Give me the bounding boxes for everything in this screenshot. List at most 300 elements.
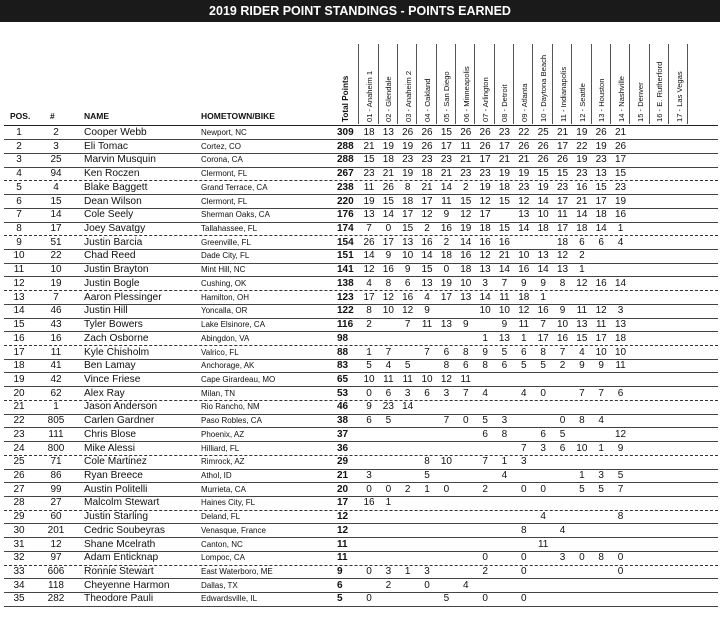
- round-points-cell: [514, 510, 534, 524]
- round-points-cell: 4: [482, 387, 488, 399]
- round-points-cell: 14: [498, 264, 510, 276]
- round-points-cell: 5: [404, 360, 411, 372]
- round-points-cell: [649, 291, 669, 305]
- total-points-cell: 176: [337, 209, 354, 221]
- round-points-cell: [630, 565, 650, 579]
- round-points-cell: [494, 483, 514, 497]
- hometown-cell: Cortez, CO: [201, 141, 242, 151]
- round-points-cell: 14: [576, 209, 588, 221]
- round-points-cell: 6: [617, 387, 624, 399]
- round-points-cell: 11: [363, 181, 375, 193]
- round-points-cell: [398, 524, 418, 538]
- number-cell: 94: [50, 168, 62, 180]
- round-points-cell: 0: [559, 415, 566, 427]
- round-points-cell: [514, 373, 534, 387]
- round-points-cell: [669, 153, 689, 167]
- round-points-cell: 13: [537, 250, 549, 262]
- round-points-cell: [417, 496, 437, 510]
- round-points-cell: [572, 538, 592, 552]
- round-points-cell: 23: [402, 154, 414, 166]
- round-points-cell: 7: [366, 223, 372, 235]
- round-points-cell: [398, 510, 418, 524]
- table-row: [0, 236, 720, 250]
- round-points-cell: 8: [424, 456, 430, 468]
- round-points-cell: 0: [462, 415, 469, 427]
- round-points-cell: [456, 428, 476, 442]
- column-divider: [571, 44, 572, 124]
- hometown-cell: Corona, CA: [201, 155, 243, 165]
- number-cell: 16: [50, 332, 62, 344]
- round-points-cell: [630, 538, 650, 552]
- round-points-cell: [533, 455, 553, 469]
- round-points-cell: [572, 291, 592, 305]
- round-points-cell: [649, 277, 669, 291]
- round-points-cell: [649, 455, 669, 469]
- round-points-cell: [417, 592, 437, 606]
- position-cell: 34: [13, 579, 25, 591]
- round-points-cell: 22: [518, 127, 530, 138]
- position-cell: 29: [13, 511, 25, 523]
- round-points-cell: 4: [598, 415, 604, 427]
- round-points-cell: [630, 442, 650, 456]
- round-points-cell: 26: [460, 127, 472, 138]
- round-points-cell: 0: [521, 552, 527, 564]
- round-points-cell: 14: [402, 401, 414, 413]
- round-points-cell: [669, 359, 689, 373]
- round-points-cell: [630, 400, 650, 414]
- round-points-cell: [398, 551, 418, 565]
- round-points-cell: 2: [462, 181, 469, 193]
- round-points-cell: [494, 510, 514, 524]
- round-points-cell: [417, 359, 437, 373]
- round-points-cell: [378, 538, 398, 552]
- number-cell: 17: [50, 223, 62, 235]
- round-points-cell: 7: [443, 415, 450, 427]
- total-points-cell: 12: [337, 511, 349, 523]
- hometown-cell: Edwardsville, IL: [201, 594, 258, 604]
- round-points-cell: [669, 263, 689, 277]
- round-points-cell: [611, 579, 631, 593]
- round-points-cell: [649, 140, 669, 154]
- round-points-cell: 1: [366, 346, 372, 358]
- round-points-cell: [630, 291, 650, 305]
- position-cell: 25: [13, 456, 25, 468]
- round-points-cell: [572, 400, 592, 414]
- round-points-cell: 17: [440, 291, 452, 303]
- round-points-cell: 17: [498, 140, 510, 152]
- rider-name: Mike Alessi: [84, 442, 135, 454]
- total-points-cell: 37: [337, 428, 349, 440]
- round-points-cell: [630, 249, 650, 263]
- table-row: [0, 524, 720, 538]
- total-points-cell: 267: [337, 168, 354, 180]
- round-points-cell: [649, 208, 669, 222]
- round-points-cell: 18: [402, 195, 414, 207]
- round-points-cell: 7: [385, 346, 392, 358]
- round-points-cell: 18: [518, 291, 530, 303]
- hometown-cell: Mint Hill, NC: [201, 265, 246, 275]
- round-points-cell: 4: [501, 470, 508, 481]
- total-points-cell: 83: [337, 360, 349, 372]
- round-points-cell: 18: [363, 127, 375, 138]
- round-points-cell: [494, 524, 514, 538]
- rider-name: Tyler Bowers: [84, 319, 143, 331]
- number-cell: 11: [50, 346, 62, 358]
- column-divider: [552, 44, 553, 124]
- table-row: [0, 373, 720, 387]
- position-cell: 5: [16, 181, 22, 193]
- round-points-cell: [649, 592, 669, 606]
- round-points-cell: [436, 538, 456, 552]
- hometown-cell: Hilliard, FL: [201, 443, 240, 453]
- table-row: [0, 140, 720, 154]
- table-row: [0, 304, 720, 318]
- hometown-cell: Cushing, OK: [201, 278, 247, 288]
- round-points-cell: 7: [540, 319, 546, 331]
- round-points-cell: 10: [402, 250, 414, 262]
- round-points-cell: 1: [501, 456, 508, 468]
- round-points-cell: [649, 332, 669, 346]
- round-points-cell: 5: [559, 428, 566, 440]
- round-points-cell: [591, 373, 611, 387]
- round-points-cell: 26: [556, 154, 569, 166]
- round-points-cell: 16: [402, 291, 414, 303]
- round-points-cell: 9: [579, 360, 585, 372]
- rider-name: Ben Lamay: [84, 360, 136, 372]
- round-points-cell: 19: [576, 154, 588, 166]
- round-points-cell: 6: [579, 236, 585, 248]
- round-points-cell: [533, 524, 553, 538]
- round-points-cell: 6: [559, 442, 566, 454]
- rider-name: Vince Friese: [84, 373, 141, 385]
- round-points-cell: 2: [404, 483, 411, 495]
- round-points-cell: [669, 414, 689, 428]
- rider-name: Ronnie Stewart: [84, 566, 154, 578]
- round-points-cell: 21: [518, 154, 530, 166]
- round-points-cell: [669, 318, 689, 332]
- round-points-cell: [436, 551, 456, 565]
- rider-name: Chad Reed: [84, 250, 136, 262]
- round-points-cell: [514, 236, 534, 250]
- round-points-cell: 3: [404, 387, 411, 399]
- round-points-cell: 19: [595, 140, 607, 152]
- position-cell: 27: [13, 483, 25, 495]
- position-cell: 21: [13, 401, 25, 413]
- round-points-cell: 1: [385, 497, 392, 509]
- round-points-cell: [591, 579, 611, 593]
- round-points-cell: 10: [576, 442, 588, 454]
- round-points-cell: [630, 332, 650, 346]
- round-points-cell: 1: [598, 442, 604, 454]
- round-points-cell: 2: [579, 250, 585, 262]
- round-points-cell: 21: [614, 127, 627, 138]
- round-points-cell: 10: [363, 373, 375, 385]
- round-points-cell: [378, 524, 398, 538]
- round-points-cell: 0: [385, 223, 392, 235]
- number-cell: 43: [50, 319, 62, 331]
- round-points-cell: [591, 496, 611, 510]
- round-points-cell: [494, 208, 514, 222]
- round-points-cell: 9: [385, 250, 392, 262]
- number-cell: 7: [53, 291, 59, 303]
- round-points-cell: 10: [614, 346, 627, 358]
- round-points-cell: 0: [366, 387, 372, 399]
- round-points-cell: [494, 442, 514, 456]
- round-points-cell: 21: [421, 181, 433, 193]
- round-points-cell: [359, 551, 379, 565]
- round-points-cell: [669, 277, 689, 291]
- round-points-cell: 17: [595, 195, 607, 207]
- round-points-cell: 13: [614, 319, 627, 331]
- round-points-cell: 0: [424, 579, 430, 591]
- round-points-cell: [436, 565, 456, 579]
- position-cell: 6: [16, 195, 22, 207]
- round-points-cell: 8: [598, 552, 604, 564]
- round-points-cell: 26: [518, 140, 530, 152]
- number-cell: 25: [50, 154, 62, 166]
- round-points-cell: [572, 428, 592, 442]
- round-points-cell: 15: [421, 264, 433, 276]
- round-points-cell: 15: [614, 168, 627, 180]
- hometown-cell: Canton, NC: [201, 539, 243, 549]
- round-points-cell: [669, 304, 689, 318]
- table-row: [0, 153, 720, 167]
- round-points-cell: [611, 592, 631, 606]
- position-cell: 31: [13, 538, 25, 550]
- round-header: 04 - Oakland: [423, 78, 433, 122]
- round-points-cell: [591, 510, 611, 524]
- round-points-cell: [630, 236, 650, 250]
- round-points-cell: 4: [617, 236, 624, 248]
- round-points-cell: 6: [404, 277, 411, 289]
- position-cell: 35: [13, 593, 25, 605]
- round-points-cell: 13: [460, 291, 472, 303]
- round-points-cell: [630, 263, 650, 277]
- round-points-cell: 13: [498, 332, 510, 344]
- table-row: [0, 181, 720, 195]
- round-points-cell: 16: [537, 305, 549, 317]
- round-points-cell: [378, 442, 398, 456]
- round-points-cell: [649, 551, 669, 565]
- round-points-cell: [591, 249, 611, 263]
- round-points-cell: 3: [540, 442, 546, 454]
- round-points-cell: 1: [482, 332, 488, 344]
- round-points-cell: [359, 455, 379, 469]
- round-points-cell: [669, 496, 689, 510]
- round-points-cell: [649, 181, 669, 195]
- position-cell: 2: [16, 140, 22, 152]
- position-cell: 13: [13, 291, 25, 303]
- round-points-cell: [417, 400, 437, 414]
- round-points-cell: [456, 304, 476, 318]
- round-points-cell: 11: [460, 140, 471, 152]
- column-divider: [687, 44, 688, 124]
- hometown-cell: Yoncalla, OR: [201, 306, 248, 316]
- table-row: [0, 565, 720, 579]
- position-cell: 11: [13, 264, 25, 276]
- round-points-cell: 6: [462, 360, 469, 372]
- round-points-cell: 3: [385, 566, 392, 578]
- round-points-cell: 8: [579, 415, 585, 427]
- round-points-cell: [398, 592, 418, 606]
- round-points-cell: 0: [579, 552, 585, 564]
- round-points-cell: [494, 373, 514, 387]
- round-points-cell: [669, 579, 689, 593]
- round-points-cell: 4: [521, 387, 527, 399]
- round-points-cell: [553, 592, 573, 606]
- round-points-cell: [669, 442, 689, 456]
- position-cell: 32: [13, 552, 25, 564]
- column-divider: [629, 44, 630, 124]
- rider-name: Carlen Gardner: [84, 415, 155, 427]
- round-points-cell: 3: [521, 456, 527, 468]
- round-points-cell: 16: [440, 223, 452, 235]
- rider-name: Alex Ray: [84, 387, 125, 399]
- total-points-cell: 220: [337, 195, 354, 207]
- round-points-cell: 19: [440, 277, 452, 289]
- round-points-cell: 7: [598, 387, 604, 399]
- round-points-cell: [649, 249, 669, 263]
- round-points-cell: 9: [598, 360, 604, 372]
- position-cell: 14: [13, 305, 25, 317]
- round-points-cell: 19: [498, 168, 510, 180]
- round-points-cell: [669, 592, 689, 606]
- round-points-cell: 23: [614, 181, 627, 193]
- position-cell: 30: [13, 524, 25, 536]
- round-points-cell: [494, 400, 514, 414]
- round-points-cell: 14: [595, 223, 607, 235]
- round-points-cell: [533, 373, 553, 387]
- table-row: [0, 222, 720, 236]
- round-points-cell: 5: [366, 360, 372, 372]
- round-points-cell: [398, 538, 418, 552]
- round-points-cell: 4: [559, 524, 566, 536]
- round-points-cell: [591, 565, 611, 579]
- number-cell: 15: [50, 195, 62, 207]
- round-points-cell: [456, 469, 476, 483]
- number-cell: 51: [50, 236, 62, 248]
- round-header: 16 - E. Rutherford: [655, 61, 665, 122]
- round-points-cell: 14: [363, 250, 375, 262]
- round-points-cell: 19: [402, 168, 414, 180]
- round-points-cell: 26: [537, 140, 549, 152]
- round-points-cell: 0: [617, 552, 624, 564]
- round-points-cell: [533, 236, 553, 250]
- round-points-cell: [436, 469, 456, 483]
- column-divider: [358, 44, 359, 124]
- position-cell: 19: [13, 373, 25, 385]
- round-points-cell: [456, 332, 476, 346]
- round-points-cell: [436, 400, 456, 414]
- round-header: 11 - Indianapolis: [558, 66, 568, 122]
- hometown-cell: East Waterboro, ME: [201, 567, 273, 577]
- hometown-cell: Dallas, TX: [201, 580, 238, 590]
- column-divider: [397, 44, 398, 124]
- round-points-cell: 15: [402, 223, 414, 235]
- round-points-cell: [398, 332, 418, 346]
- round-points-cell: 23: [576, 168, 588, 180]
- rider-name: Cole Seely: [84, 209, 134, 221]
- hometown-cell: Dade City, FL: [201, 251, 250, 261]
- rider-name: Shane Mcelrath: [84, 538, 156, 550]
- round-points-cell: [456, 592, 476, 606]
- total-points-cell: 174: [337, 223, 354, 235]
- round-points-cell: 12: [402, 305, 414, 317]
- round-points-cell: [669, 483, 689, 497]
- hometown-cell: Deland, FL: [201, 512, 241, 522]
- round-header: 06 - Minneapolis: [461, 66, 471, 122]
- round-points-cell: 12: [518, 195, 530, 207]
- total-points-cell: 46: [337, 401, 349, 413]
- round-points-cell: [378, 469, 398, 483]
- round-points-cell: 5: [540, 360, 546, 372]
- round-points-cell: 11: [615, 360, 626, 372]
- position-cell: 8: [16, 223, 22, 235]
- rider-name: Justin Barcia: [84, 236, 143, 248]
- table-row: [0, 126, 720, 140]
- round-points-cell: 16: [556, 332, 569, 344]
- round-points-cell: [669, 249, 689, 263]
- round-points-cell: 26: [382, 181, 394, 193]
- round-points-cell: 3: [598, 470, 604, 481]
- round-points-cell: 23: [518, 181, 530, 193]
- round-points-cell: [630, 140, 650, 154]
- round-points-cell: [630, 126, 650, 140]
- round-points-cell: [611, 496, 631, 510]
- round-points-cell: 0: [540, 483, 546, 495]
- round-points-cell: 21: [460, 154, 472, 166]
- round-points-cell: 0: [443, 264, 450, 276]
- round-points-cell: 4: [540, 511, 546, 523]
- table-row: [0, 538, 720, 552]
- round-points-cell: 8: [521, 524, 527, 536]
- round-points-cell: [553, 291, 573, 305]
- round-points-cell: 10: [518, 250, 530, 262]
- round-points-cell: [630, 524, 650, 538]
- round-points-cell: 18: [556, 236, 569, 248]
- round-points-cell: [630, 483, 650, 497]
- hometown-cell: Greenville, FL: [201, 237, 251, 247]
- rider-name: Austin Politelli: [84, 483, 148, 495]
- round-points-cell: 12: [614, 428, 627, 440]
- number-cell: 118: [48, 579, 64, 591]
- round-points-cell: 21: [498, 250, 510, 262]
- round-points-cell: [669, 551, 689, 565]
- round-points-cell: [514, 428, 534, 442]
- number-cell: 805: [47, 415, 65, 427]
- round-points-cell: [669, 400, 689, 414]
- rider-name: Cole Martinez: [84, 456, 147, 468]
- round-points-cell: 16: [460, 250, 472, 262]
- round-points-cell: 21: [498, 154, 510, 166]
- round-points-cell: [494, 551, 514, 565]
- round-points-cell: [417, 332, 437, 346]
- round-points-cell: [436, 510, 456, 524]
- rider-name: Blake Baggett: [84, 181, 148, 193]
- hometown-cell: Valrico, FL: [201, 347, 239, 357]
- round-points-cell: 23: [382, 401, 394, 413]
- total-points-cell: 151: [337, 250, 354, 262]
- round-points-cell: 14: [479, 291, 491, 303]
- round-points-cell: [611, 538, 631, 552]
- rider-name: Theodore Pauli: [84, 593, 154, 605]
- round-points-cell: 12: [576, 277, 588, 289]
- round-points-cell: 23: [479, 168, 491, 180]
- round-points-cell: 18: [614, 332, 627, 344]
- round-points-cell: 10: [460, 277, 472, 289]
- round-points-cell: [514, 496, 534, 510]
- round-points-cell: [553, 565, 573, 579]
